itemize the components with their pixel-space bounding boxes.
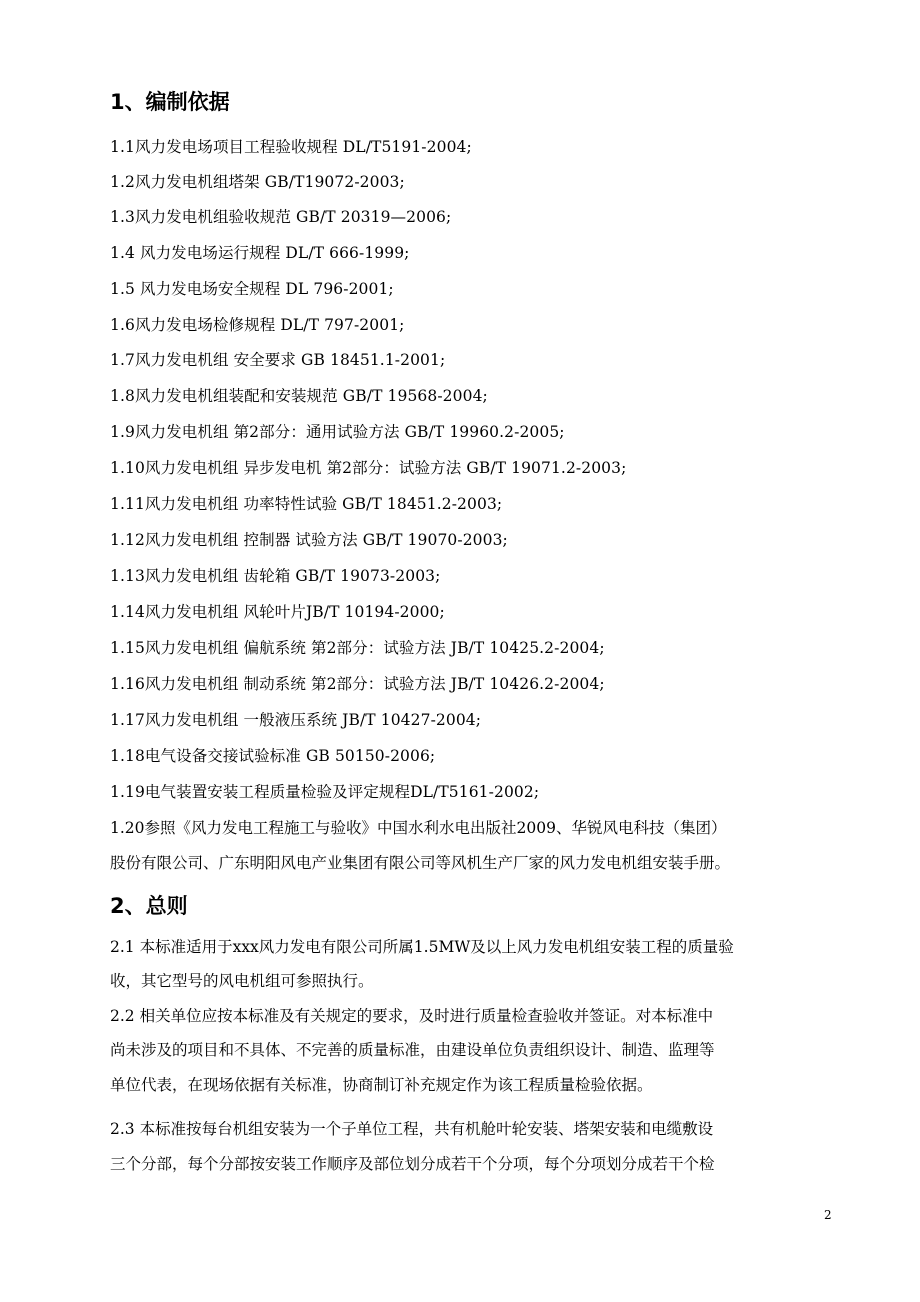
reference-item-1-7: 1.7风力发电机组 安全要求 GB 18451.1-2001; [110,351,446,369]
reference-item-1-20-line-1: 1.20参照《风力发电工程施工与验收》中国水利水电出版社2009、华锐风电科技（集团） [110,819,727,837]
reference-item-1-12: 1.12风力发电机组 控制器 试验方法 GB/T 19070-2003; [110,531,508,549]
reference-item-1-6: 1.6风力发电场检修规程 DL/T 797-2001; [110,316,405,334]
reference-item-1-4: 1.4 风力发电场运行规程 DL/T 666-1999; [110,244,410,262]
clause-2-3-line-1: 2.3 本标准按每台机组安装为一个子单位工程，共有机舱叶轮安装、塔架安装和电缆敷设 [110,1120,714,1138]
section-2-heading: 2、总则 [110,894,188,918]
clause-2-2-line-3: 单位代表，在现场依据有关标准，协商制订补充规定作为该工程质量检验依据。 [110,1076,653,1094]
reference-item-1-11: 1.11风力发电机组 功率特性试验 GB/T 18451.2-2003; [110,495,503,513]
clause-2-1-line-2: 收，其它型号的风电机组可参照执行。 [110,972,374,990]
reference-item-1-13: 1.13风力发电机组 齿轮箱 GB/T 19073-2003; [110,567,441,585]
clause-2-2-line-2: 尚未涉及的项目和不具体、不完善的质量标准，由建设单位负责组织设计、制造、监理等 [110,1041,715,1059]
clause-2-2-line-1: 2.2 相关单位应按本标准及有关规定的要求，及时进行质量检查验收并签证。对本标准中 [110,1007,714,1025]
reference-item-1-15: 1.15风力发电机组 偏航系统 第2部分：试验方法 JB/T 10425.2-2004; [110,639,605,657]
reference-item-1-8: 1.8风力发电机组装配和安装规范 GB/T 19568-2004; [110,387,488,405]
reference-item-1-18: 1.18电气设备交接试验标准 GB 50150-2006; [110,747,436,765]
reference-item-1-3: 1.3风力发电机组验收规范 GB/T 20319—2006; [110,208,452,226]
page-number: 2 [824,1208,832,1222]
reference-item-1-14: 1.14风力发电机组 风轮叶片JB/T 10194-2000; [110,603,445,621]
reference-item-1-16: 1.16风力发电机组 制动系统 第2部分：试验方法 JB/T 10426.2-2004; [110,675,605,693]
section-1-heading: 1、编制依据 [110,90,230,114]
reference-item-1-1: 1.1风力发电场项目工程验收规程 DL/T5191-2004; [110,138,472,156]
reference-item-1-20-line-2: 股份有限公司、广东明阳风电产业集团有限公司等风机生产厂家的风力发电机组安装手册。 [110,854,731,872]
reference-item-1-2: 1.2风力发电机组塔架 GB/T19072-2003; [110,173,405,191]
reference-item-1-5: 1.5 风力发电场安全规程 DL 796-2001; [110,280,394,298]
reference-item-1-10: 1.10风力发电机组 异步发电机 第2部分：试验方法 GB/T 19071.2-2003; [110,459,627,477]
reference-item-1-19: 1.19电气装置安装工程质量检验及评定规程DL/T5161-2002; [110,783,540,801]
reference-item-1-9: 1.9风力发电机组 第2部分：通用试验方法 GB/T 19960.2-2005; [110,423,565,441]
clause-2-1-line-1: 2.1 本标准适用于xxx风力发电有限公司所属1.5MW及以上风力发电机组安装工程的质量验 [110,938,734,956]
clause-2-3-line-2: 三个分部，每个分部按安装工作顺序及部位划分成若干个分项，每个分项划分成若干个检 [110,1155,715,1173]
reference-item-1-17: 1.17风力发电机组 一般液压系统 JB/T 10427-2004; [110,711,482,729]
